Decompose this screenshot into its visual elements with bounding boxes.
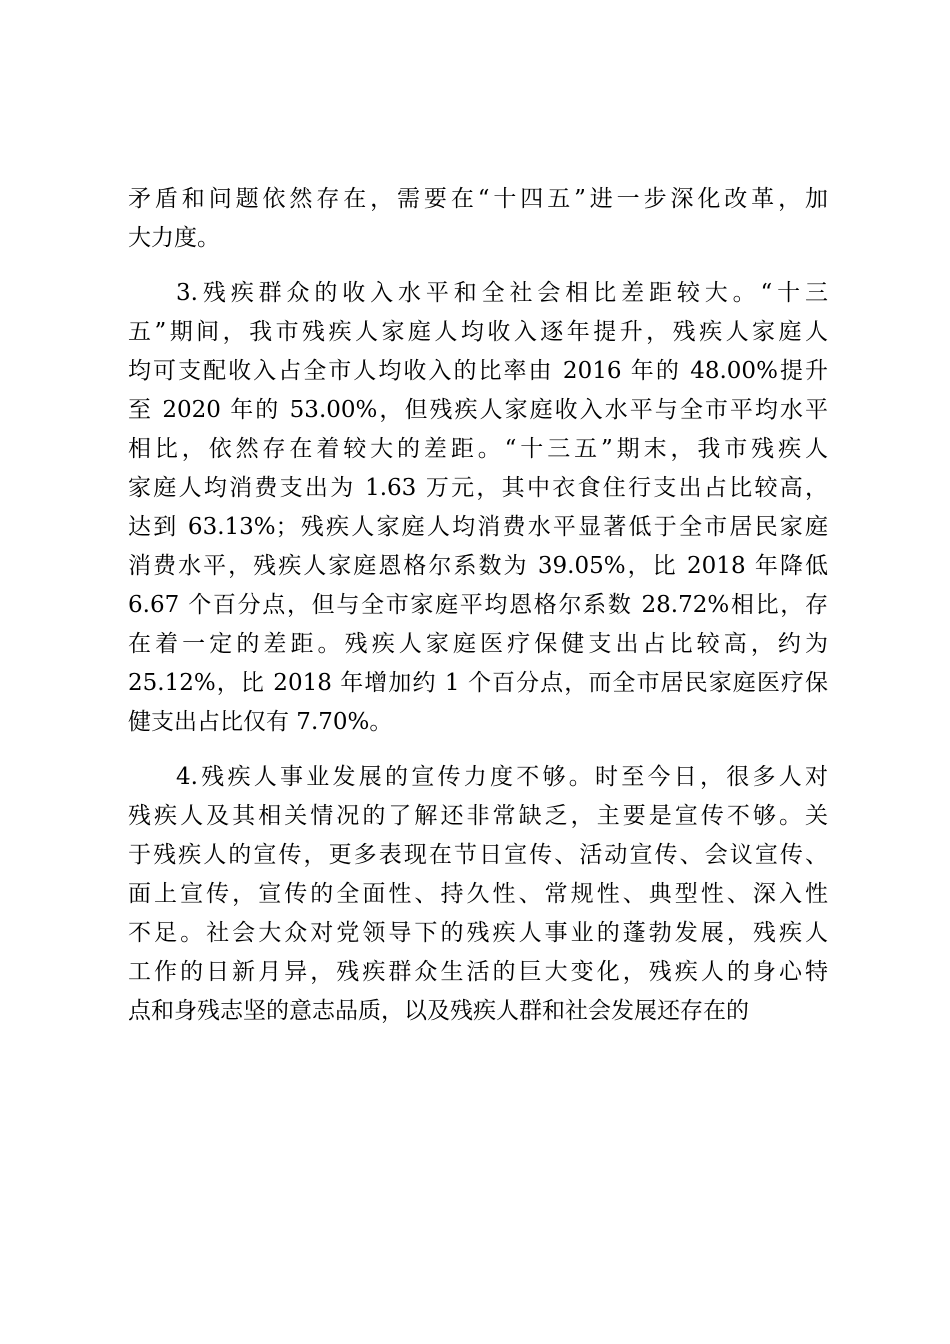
text-line: 消费水平，残疾人家庭恩格尔系数为 39.05%，比 2018 年降低 — [128, 553, 828, 579]
text-line: 至 2020 年的 53.00%，但残疾人家庭收入水平与全市平均水平 — [128, 397, 828, 423]
text-line: 点和身残志坚的意志品质，以及残疾人群和社会发展还存在的 — [128, 998, 749, 1024]
text-line: 家庭人均消费支出为 1.63 万元，其中衣食住行支出占比较高， — [128, 475, 828, 501]
document-body — [128, 180, 828, 1031]
text-line: 不足。社会大众对党领导下的残疾人事业的蓬勃发展，残疾人 — [128, 920, 828, 946]
text-line: 矛盾和问题依然存在，需要在“十四五”进一步深化改革，加 — [128, 186, 828, 212]
text-line: 达到 63.13%；残疾人家庭人均消费水平显著低于全市居民家庭 — [128, 514, 828, 540]
text-line: 4.残疾人事业发展的宣传力度不够。时至今日，很多人对 — [176, 764, 828, 790]
text-line: 五”期间，我市残疾人家庭人均收入逐年提升，残疾人家庭人 — [128, 319, 828, 345]
text-line: 于残疾人的宣传，更多表现在节日宣传、活动宣传、会议宣传、 — [128, 842, 828, 868]
text-line: 面上宣传，宣传的全面性、持久性、常规性、典型性、深入性 — [128, 881, 828, 907]
text-line: 25.12%，比 2018 年增加约 1 个百分点，而全市居民家庭医疗保 — [128, 670, 828, 696]
text-line: 3.残疾群众的收入水平和全社会相比差距较大。“十三 — [176, 280, 828, 306]
text-line: 大力度。 — [128, 225, 220, 251]
text-line: 均可支配收入占全市人均收入的比率由 2016 年的 48.00%提升 — [128, 358, 828, 384]
text-line: 6.67 个百分点，但与全市家庭平均恩格尔系数 28.72%相比，存 — [128, 592, 828, 618]
text-line: 工作的日新月异，残疾群众生活的巨大变化，残疾人的身心特 — [128, 959, 828, 985]
text-line: 相比，依然存在着较大的差距。“十三五”期末，我市残疾人 — [128, 436, 828, 462]
paragraph-publicity — [128, 758, 828, 1031]
paragraph-income-gap — [128, 274, 828, 742]
paragraph-continuation — [128, 180, 828, 258]
text-line: 残疾人及其相关情况的了解还非常缺乏，主要是宣传不够。关 — [128, 803, 828, 829]
text-line: 健支出占比仅有 7.70%。 — [128, 709, 393, 735]
text-line: 在着一定的差距。残疾人家庭医疗保健支出占比较高，约为 — [128, 631, 828, 657]
